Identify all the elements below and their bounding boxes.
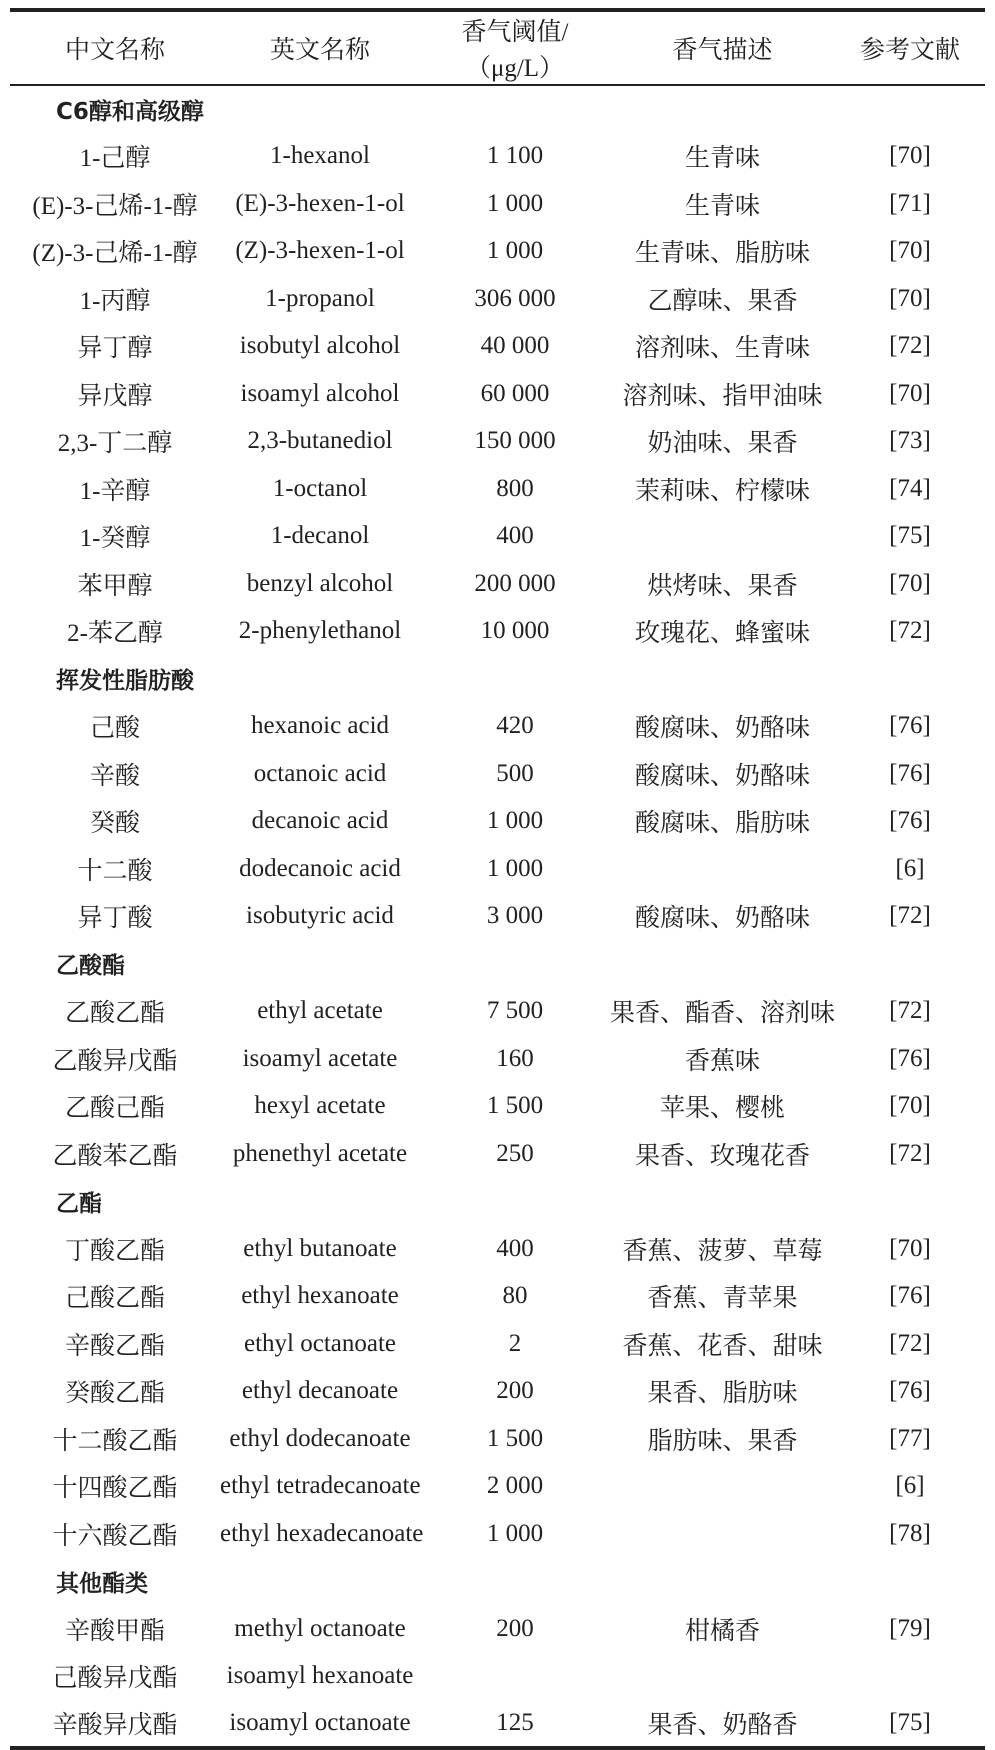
cell-threshold: 40 000 bbox=[480, 332, 550, 360]
table-row bbox=[10, 988, 985, 1036]
table-row bbox=[10, 1463, 985, 1511]
table-row bbox=[10, 750, 985, 798]
cell-threshold: 200 000 bbox=[474, 569, 556, 597]
cell-description: 溶剂味、生青味 bbox=[634, 335, 810, 363]
cell-description bbox=[610, 1510, 835, 1558]
cell-en-name: ethyl tetradecanoate bbox=[220, 1472, 421, 1500]
table-row bbox=[10, 370, 985, 418]
cell-threshold: 400 bbox=[496, 522, 534, 550]
cell-cn-name: 辛酸乙酯 bbox=[64, 1332, 165, 1360]
cell-threshold: 400 bbox=[496, 1234, 534, 1262]
cell-cn-name: 辛酸甲酯 bbox=[64, 1617, 165, 1645]
table-row bbox=[10, 1035, 985, 1083]
table-row bbox=[10, 1273, 985, 1321]
cell-description: 溶剂味、指甲油味 bbox=[622, 382, 823, 410]
section-title: 乙酸酯 bbox=[56, 953, 125, 980]
cell-threshold: 1 500 bbox=[486, 1424, 544, 1452]
cell-threshold: 200 bbox=[496, 1614, 534, 1642]
cell-threshold: 3 000 bbox=[486, 902, 544, 930]
cell-description bbox=[610, 845, 835, 893]
table-row bbox=[10, 608, 985, 656]
cell-reference: [70] bbox=[889, 1234, 931, 1262]
cell-en-name: phenethyl acetate bbox=[232, 1139, 408, 1167]
cell-cn-name: 十六酸乙酯 bbox=[52, 1522, 178, 1550]
cell-cn-name: 1-丙醇 bbox=[79, 287, 151, 315]
cell-threshold: 1 000 bbox=[486, 237, 544, 265]
table-row bbox=[10, 228, 985, 276]
table-row bbox=[10, 133, 985, 181]
cell-reference: [72] bbox=[889, 997, 931, 1025]
cell-reference: [76] bbox=[889, 1377, 931, 1405]
cell-reference bbox=[835, 1653, 985, 1701]
cell-en-name: decanoic acid bbox=[251, 807, 389, 835]
cell-en-name: dodecanoic acid bbox=[239, 854, 401, 882]
cell-description: 茉莉味、柠檬味 bbox=[634, 477, 810, 505]
cell-threshold: 160 bbox=[496, 1044, 534, 1072]
header-threshold: 香气阈值/（μg/L） bbox=[420, 10, 610, 85]
table-body bbox=[10, 85, 985, 1748]
cell-cn-name: 十二酸乙酯 bbox=[52, 1427, 178, 1455]
table-row bbox=[10, 1225, 985, 1273]
cell-cn-name: 癸酸乙酯 bbox=[64, 1380, 165, 1408]
cell-en-name: ethyl dodecanoate bbox=[229, 1424, 411, 1452]
table-row bbox=[10, 1368, 985, 1416]
table-row bbox=[10, 465, 985, 513]
section-title: C6醇和高级醇 bbox=[56, 98, 204, 125]
cell-threshold: 1 000 bbox=[486, 807, 544, 835]
cell-threshold: 1 000 bbox=[486, 1519, 544, 1547]
cell-en-name: 2,3-butanediol bbox=[247, 427, 393, 455]
cell-reference: [72] bbox=[889, 617, 931, 645]
table-row bbox=[10, 323, 985, 371]
section-title: 其他酯类 bbox=[56, 1570, 148, 1597]
table-row bbox=[10, 1415, 985, 1463]
cell-description: 生青味 bbox=[684, 145, 760, 173]
cell-description: 柑橘香 bbox=[684, 1617, 760, 1645]
cell-description: 果香、玫瑰花香 bbox=[634, 1142, 810, 1170]
table-row bbox=[10, 798, 985, 846]
cell-en-name: isoamyl hexanoate bbox=[226, 1662, 414, 1690]
cell-en-name: ethyl hexanoate bbox=[241, 1282, 399, 1310]
cell-cn-name: 异戊醇 bbox=[77, 382, 153, 410]
cell-threshold: 7 500 bbox=[486, 997, 544, 1025]
cell-en-name: isoamyl acetate bbox=[242, 1044, 398, 1072]
section-header-row bbox=[10, 85, 985, 133]
cell-cn-name: 乙酸苯乙酯 bbox=[52, 1142, 178, 1170]
cell-reference: [72] bbox=[889, 332, 931, 360]
cell-threshold: 80 bbox=[502, 1282, 528, 1310]
cell-description: 果香、奶酪香 bbox=[647, 1711, 798, 1739]
cell-en-name: methyl octanoate bbox=[234, 1614, 406, 1642]
cell-en-name: hexyl acetate bbox=[254, 1092, 386, 1120]
cell-description: 果香、酯香、溶剂味 bbox=[610, 1000, 836, 1028]
cell-description bbox=[610, 1463, 835, 1511]
cell-en-name: ethyl hexadecanoate bbox=[220, 1519, 424, 1547]
cell-threshold: 306 000 bbox=[474, 284, 556, 312]
cell-reference: [76] bbox=[889, 759, 931, 787]
cell-threshold: 250 bbox=[496, 1139, 534, 1167]
aroma-compound-table bbox=[10, 8, 985, 1750]
cell-threshold: 2 000 bbox=[486, 1472, 544, 1500]
cell-threshold: 150 000 bbox=[474, 427, 556, 455]
cell-cn-name: 癸酸 bbox=[89, 810, 140, 838]
cell-description: 脂肪味、果香 bbox=[647, 1427, 798, 1455]
cell-description: 玫瑰花、蜂蜜味 bbox=[634, 620, 810, 648]
cell-en-name: octanoic acid bbox=[253, 759, 387, 787]
cell-cn-name: (Z)-3-己烯-1-醇 bbox=[32, 240, 198, 268]
cell-description: 奶油味、果香 bbox=[647, 430, 798, 458]
cell-en-name: 2-phenylethanol bbox=[238, 617, 402, 645]
table-row bbox=[10, 180, 985, 228]
table-row bbox=[10, 1320, 985, 1368]
cell-en-name: isoamyl octanoate bbox=[229, 1708, 411, 1736]
table-row bbox=[10, 893, 985, 941]
cell-threshold: 1 000 bbox=[486, 189, 544, 217]
table-row bbox=[10, 560, 985, 608]
cell-cn-name: 1-己醇 bbox=[79, 145, 151, 173]
cell-description: 香蕉味 bbox=[684, 1047, 760, 1075]
cell-description: 酸腐味、脂肪味 bbox=[634, 810, 810, 838]
cell-reference: [72] bbox=[889, 1329, 931, 1357]
cell-reference: [75] bbox=[889, 522, 931, 550]
cell-description: 果香、脂肪味 bbox=[647, 1380, 798, 1408]
cell-reference: [70] bbox=[889, 284, 931, 312]
cell-cn-name: 异丁醇 bbox=[77, 335, 153, 363]
section-title: 挥发性脂肪酸 bbox=[56, 668, 194, 695]
cell-en-name: hexanoic acid bbox=[250, 712, 390, 740]
cell-description: 香蕉、菠萝、草莓 bbox=[622, 1237, 823, 1265]
table-row bbox=[10, 275, 985, 323]
cell-cn-name: 十二酸 bbox=[77, 857, 153, 885]
cell-cn-name: 己酸 bbox=[89, 715, 140, 743]
cell-reference: [70] bbox=[889, 1092, 931, 1120]
table-row bbox=[10, 418, 985, 466]
cell-en-name: ethyl acetate bbox=[257, 997, 383, 1025]
cell-cn-name: 苯甲醇 bbox=[77, 572, 153, 600]
cell-reference: [6] bbox=[895, 1472, 925, 1500]
section-header-row bbox=[10, 940, 985, 988]
cell-threshold: 1 100 bbox=[486, 142, 544, 170]
section-header-row bbox=[10, 1558, 985, 1606]
cell-en-name: (Z)-3-hexen-1-ol bbox=[235, 237, 405, 265]
cell-reference: [70] bbox=[889, 379, 931, 407]
cell-cn-name: 辛酸 bbox=[89, 762, 140, 790]
cell-cn-name: 己酸乙酯 bbox=[64, 1285, 165, 1313]
cell-en-name: benzyl alcohol bbox=[246, 569, 394, 597]
cell-reference: [75] bbox=[889, 1708, 931, 1736]
cell-reference: [76] bbox=[889, 1044, 931, 1072]
cell-en-name: (E)-3-hexen-1-ol bbox=[235, 189, 405, 217]
cell-description: 酸腐味、奶酪味 bbox=[634, 762, 810, 790]
cell-reference: [70] bbox=[889, 237, 931, 265]
header-en-name: 英文名称 bbox=[220, 10, 420, 85]
section-title: 乙酯 bbox=[56, 1190, 102, 1217]
cell-en-name: 1-octanol bbox=[272, 474, 368, 502]
cell-cn-name: 十四酸乙酯 bbox=[52, 1475, 178, 1503]
table-row bbox=[10, 1653, 985, 1701]
cell-threshold: 1 000 bbox=[486, 854, 544, 882]
cell-reference: [78] bbox=[889, 1519, 931, 1547]
cell-description: 香蕉、花香、甜味 bbox=[622, 1332, 823, 1360]
cell-cn-name: (E)-3-己烯-1-醇 bbox=[32, 192, 198, 220]
cell-description: 香蕉、青苹果 bbox=[647, 1285, 798, 1313]
cell-description bbox=[610, 1653, 835, 1701]
cell-description: 酸腐味、奶酪味 bbox=[634, 905, 810, 933]
cell-en-name: 1-hexanol bbox=[270, 142, 370, 170]
cell-description: 酸腐味、奶酪味 bbox=[634, 715, 810, 743]
header-cn-name: 中文名称 bbox=[10, 10, 220, 85]
cell-en-name: isoamyl alcohol bbox=[240, 379, 400, 407]
cell-cn-name: 2,3-丁二醇 bbox=[57, 430, 173, 458]
cell-description: 苹果、樱桃 bbox=[659, 1095, 785, 1123]
cell-en-name: ethyl butanoate bbox=[243, 1234, 397, 1262]
cell-en-name: isobutyl alcohol bbox=[239, 332, 401, 360]
table-row bbox=[10, 1130, 985, 1178]
table-row bbox=[10, 1083, 985, 1131]
cell-cn-name: 乙酸乙酯 bbox=[64, 1000, 165, 1028]
table-header-row bbox=[10, 10, 985, 85]
cell-threshold: 420 bbox=[496, 712, 534, 740]
cell-description: 生青味、脂肪味 bbox=[634, 240, 810, 268]
cell-en-name: ethyl decanoate bbox=[241, 1377, 399, 1405]
header-description: 香气描述 bbox=[610, 10, 835, 85]
table-row bbox=[10, 513, 985, 561]
cell-cn-name: 乙酸己酯 bbox=[64, 1095, 165, 1123]
cell-threshold: 800 bbox=[496, 474, 534, 502]
cell-cn-name: 1-癸醇 bbox=[79, 525, 151, 553]
cell-threshold: 500 bbox=[496, 759, 534, 787]
cell-reference: [72] bbox=[889, 1139, 931, 1167]
cell-reference: [79] bbox=[889, 1614, 931, 1642]
cell-threshold bbox=[420, 1653, 610, 1701]
table-row bbox=[10, 845, 985, 893]
cell-reference: [6] bbox=[895, 854, 925, 882]
cell-description bbox=[610, 513, 835, 561]
cell-cn-name: 辛酸异戊酯 bbox=[52, 1711, 178, 1739]
cell-en-name: ethyl octanoate bbox=[243, 1329, 396, 1357]
cell-reference: [70] bbox=[889, 142, 931, 170]
cell-threshold: 2 bbox=[508, 1329, 522, 1357]
cell-threshold: 125 bbox=[496, 1708, 534, 1736]
cell-en-name: 1-propanol bbox=[265, 284, 375, 312]
cell-reference: [73] bbox=[889, 427, 931, 455]
cell-cn-name: 己酸异戊酯 bbox=[52, 1665, 178, 1693]
cell-threshold: 60 000 bbox=[480, 379, 550, 407]
cell-description: 烘烤味、果香 bbox=[647, 572, 798, 600]
header-reference: 参考文献 bbox=[835, 10, 985, 85]
cell-cn-name: 丁酸乙酯 bbox=[64, 1237, 165, 1265]
cell-description: 生青味 bbox=[684, 192, 760, 220]
section-header-row bbox=[10, 655, 985, 703]
cell-reference: [71] bbox=[889, 189, 931, 217]
cell-reference: [77] bbox=[889, 1424, 931, 1452]
cell-reference: [76] bbox=[889, 712, 931, 740]
section-header-row bbox=[10, 1178, 985, 1226]
table-row bbox=[10, 1510, 985, 1558]
cell-en-name: 1-decanol bbox=[270, 522, 370, 550]
cell-reference: [74] bbox=[889, 474, 931, 502]
table-row bbox=[10, 1700, 985, 1748]
cell-reference: [76] bbox=[889, 1282, 931, 1310]
cell-cn-name: 1-辛醇 bbox=[79, 477, 151, 505]
cell-cn-name: 乙酸异戊酯 bbox=[52, 1047, 178, 1075]
cell-reference: [72] bbox=[889, 902, 931, 930]
cell-reference: [76] bbox=[889, 807, 931, 835]
table-row bbox=[10, 1605, 985, 1653]
cell-threshold: 10 000 bbox=[480, 617, 550, 645]
table-row bbox=[10, 703, 985, 751]
cell-description: 乙醇味、果香 bbox=[647, 287, 798, 315]
cell-cn-name: 2-苯乙醇 bbox=[67, 620, 163, 648]
cell-threshold: 200 bbox=[496, 1377, 534, 1405]
cell-en-name: isobutyric acid bbox=[246, 902, 394, 930]
cell-reference: [70] bbox=[889, 569, 931, 597]
cell-threshold: 1 500 bbox=[486, 1092, 544, 1120]
cell-cn-name: 异丁酸 bbox=[77, 905, 153, 933]
